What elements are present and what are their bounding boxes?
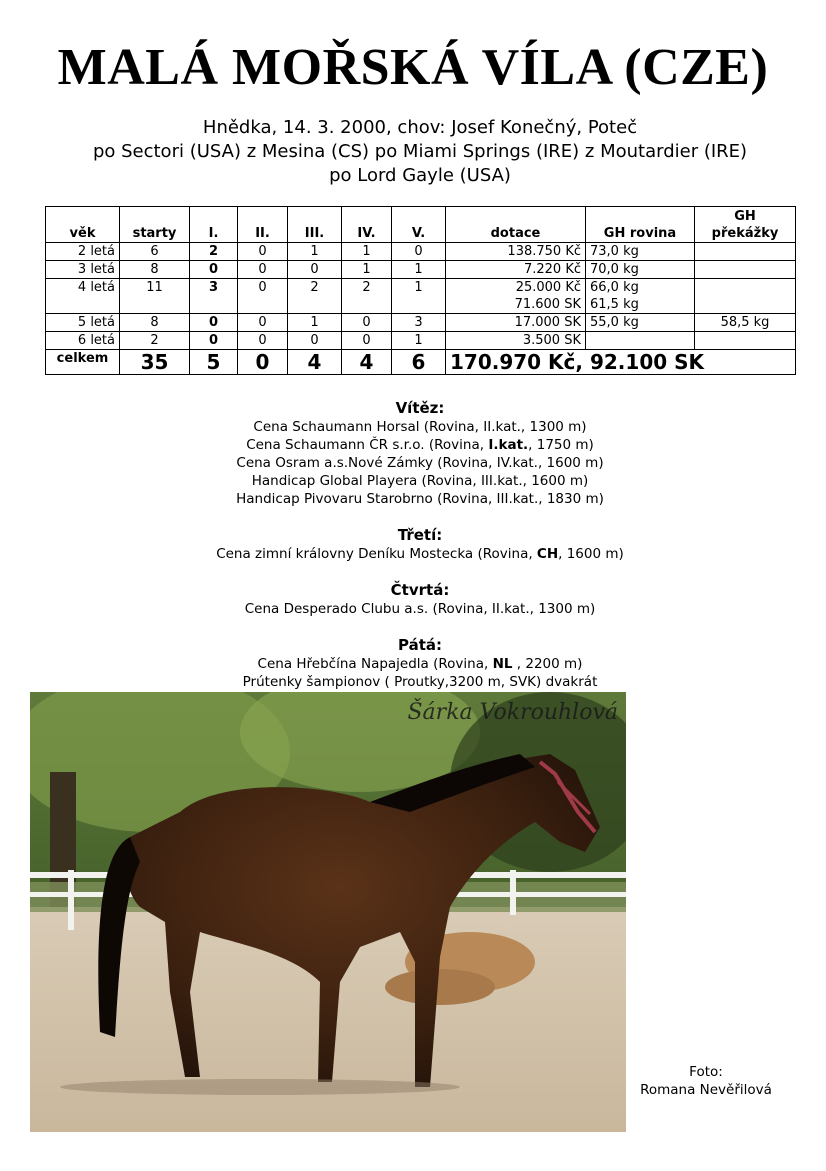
col-header-second: II.: [238, 207, 288, 243]
prize-line: 17.000 SK: [514, 315, 581, 330]
cell-gh-hurdle: 58,5 kg: [695, 314, 796, 332]
cell-age: 5 letá: [46, 314, 120, 332]
total-third: 4: [288, 350, 342, 375]
cell-fourth: 0: [342, 314, 392, 332]
cell-gh-flat: [586, 332, 695, 350]
col-header-age: věk: [46, 207, 120, 243]
cell-first: 3: [190, 279, 238, 314]
cell-prize-money: [446, 279, 586, 314]
cell-second: 0: [238, 314, 288, 332]
race-result-item: Cena Schaumann ČR s.r.o. (Rovina, I.kat., 1750 m): [246, 437, 594, 453]
cell-fourth: 2: [342, 279, 392, 314]
cell-age: 4 letá: [46, 279, 120, 314]
cell-first: 0: [190, 314, 238, 332]
cell-fifth: 3: [392, 314, 446, 332]
table-total-row: [46, 350, 796, 375]
race-result-item: Cena Hřebčína Napajedla (Rovina, NL , 2200 m): [257, 656, 583, 672]
cell-age: 3 letá: [46, 261, 120, 279]
total-first: 5: [190, 350, 238, 375]
weight-line: 55,0 kg: [590, 315, 639, 330]
cell-second: 0: [238, 261, 288, 279]
col-header-gh-hurdle: GH překážky: [695, 207, 796, 243]
total-prize-money: 170.970 Kč, 92.100 SK: [446, 350, 796, 375]
total-second: 0: [238, 350, 288, 375]
cell-starts: 8: [120, 314, 190, 332]
cell-fifth: 0: [392, 243, 446, 261]
total-fifth: 6: [392, 350, 446, 375]
race-result-item: Handicap Global Playera (Rovina, III.kat., 1600 m): [251, 473, 589, 489]
cell-gh-flat: [586, 261, 695, 279]
cell-gh-hurdle: [695, 261, 796, 279]
winner-list: [0, 418, 826, 508]
col-header-gh-flat: GH rovina: [586, 207, 695, 243]
race-result-item: Cena zimní královny Deníku Mostecka (Rovina, CH, 1600 m): [216, 546, 624, 562]
table-row: [46, 261, 796, 279]
prize-line: 25.000 Kč: [515, 280, 581, 295]
pedigree-line-2: po Sectori (USA) z Mesina (CS) po Miami Springs (IRE) z Moutardier (IRE): [92, 141, 748, 162]
cell-first: 2: [190, 243, 238, 261]
photo-credit: [636, 1063, 776, 1099]
cell-second: 0: [238, 279, 288, 314]
photo-credit-label: Foto:: [689, 1064, 723, 1080]
cell-gh-flat: [586, 314, 695, 332]
cell-prize-money: [446, 261, 586, 279]
third-place-list: [0, 545, 826, 563]
weight-line: 73,0 kg: [590, 244, 639, 259]
weight-line: 70,0 kg: [590, 262, 639, 277]
cell-starts: 11: [120, 279, 190, 314]
winner-heading: Vítěz:: [395, 399, 445, 417]
horse-photo-illustration: [30, 692, 626, 1132]
race-result-item: Cena Desperado Clubu a.s. (Rovina, II.kat., 1300 m): [244, 601, 596, 617]
cell-age: 6 letá: [46, 332, 120, 350]
pedigree-info: [0, 116, 826, 188]
fourth-place-list: [0, 600, 826, 618]
col-header-starts: starty: [120, 207, 190, 243]
cell-starts: 6: [120, 243, 190, 261]
cell-age: 2 letá: [46, 243, 120, 261]
cell-fifth: 1: [392, 261, 446, 279]
fifth-place-list: [0, 655, 826, 691]
cell-gh-flat: [586, 243, 695, 261]
prize-line: 7.220 Kč: [523, 262, 581, 277]
cell-starts: 8: [120, 261, 190, 279]
cell-third: 1: [288, 243, 342, 261]
total-starts: 35: [120, 350, 190, 375]
cell-fifth: 1: [392, 279, 446, 314]
horse-photo: [30, 692, 626, 1132]
cell-prize-money: [446, 332, 586, 350]
horse-name-title: MALÁ MOŘSKÁ VÍLA (CZE): [57, 39, 769, 96]
cell-first: 0: [190, 261, 238, 279]
cell-fourth: 1: [342, 243, 392, 261]
race-result-item: Cena Osram a.s.Nové Zámky (Rovina, IV.kat., 1600 m): [236, 455, 604, 471]
cell-third: 0: [288, 332, 342, 350]
col-header-fourth: IV.: [342, 207, 392, 243]
pedigree-line-1: Hnědka, 14. 3. 2000, chov: Josef Konečný, Poteč: [202, 117, 638, 138]
photographer-signature: Šárka Vokrouhlová: [407, 700, 618, 725]
race-statistics-table: [45, 206, 796, 375]
col-header-fifth: V.: [392, 207, 446, 243]
fourth-place-heading: Čtvrtá:: [390, 581, 450, 599]
race-result-item: Cena Schaumann Horsal (Rovina, II.kat., 1300 m): [253, 419, 587, 435]
table-row: [46, 314, 796, 332]
table-row: [46, 332, 796, 350]
total-fourth: 4: [342, 350, 392, 375]
cell-gh-hurdle: [695, 243, 796, 261]
weight-line: 61,5 kg: [590, 297, 639, 312]
race-result-item: Handicap Pivovaru Starobrno (Rovina, III.kat., 1830 m): [236, 491, 604, 507]
table-header-row: [46, 207, 796, 243]
photo-credit-name: Romana Nevěřilová: [640, 1082, 772, 1098]
col-header-prize-money: dotace: [446, 207, 586, 243]
cell-third: 0: [288, 261, 342, 279]
cell-starts: 2: [120, 332, 190, 350]
prize-line: 71.600 SK: [514, 297, 581, 312]
prize-line: 3.500 SK: [522, 333, 581, 348]
table-row: [46, 243, 796, 261]
cell-gh-hurdle: [695, 279, 796, 314]
cell-gh-flat: [586, 279, 695, 314]
cell-second: 0: [238, 243, 288, 261]
cell-gh-hurdle: [695, 332, 796, 350]
third-place-heading: Třetí:: [397, 526, 443, 544]
cell-first: 0: [190, 332, 238, 350]
fifth-place-heading: Pátá:: [397, 636, 442, 654]
prize-line: 138.750 Kč: [507, 244, 581, 259]
cell-fourth: 0: [342, 332, 392, 350]
table-row: [46, 279, 796, 314]
cell-prize-money: [446, 314, 586, 332]
cell-second: 0: [238, 332, 288, 350]
cell-fourth: 1: [342, 261, 392, 279]
cell-third: 2: [288, 279, 342, 314]
pedigree-line-3: po Lord Gayle (USA): [329, 165, 511, 186]
race-results: [0, 398, 826, 691]
race-result-item: Prútenky šampionov ( Proutky,3200 m, SVK) dvakrát: [242, 674, 598, 690]
total-label: celkem: [46, 350, 120, 375]
cell-prize-money: [446, 243, 586, 261]
col-header-third: III.: [288, 207, 342, 243]
col-header-first: I.: [190, 207, 238, 243]
cell-third: 1: [288, 314, 342, 332]
weight-line: 66,0 kg: [590, 280, 639, 295]
cell-fifth: 1: [392, 332, 446, 350]
